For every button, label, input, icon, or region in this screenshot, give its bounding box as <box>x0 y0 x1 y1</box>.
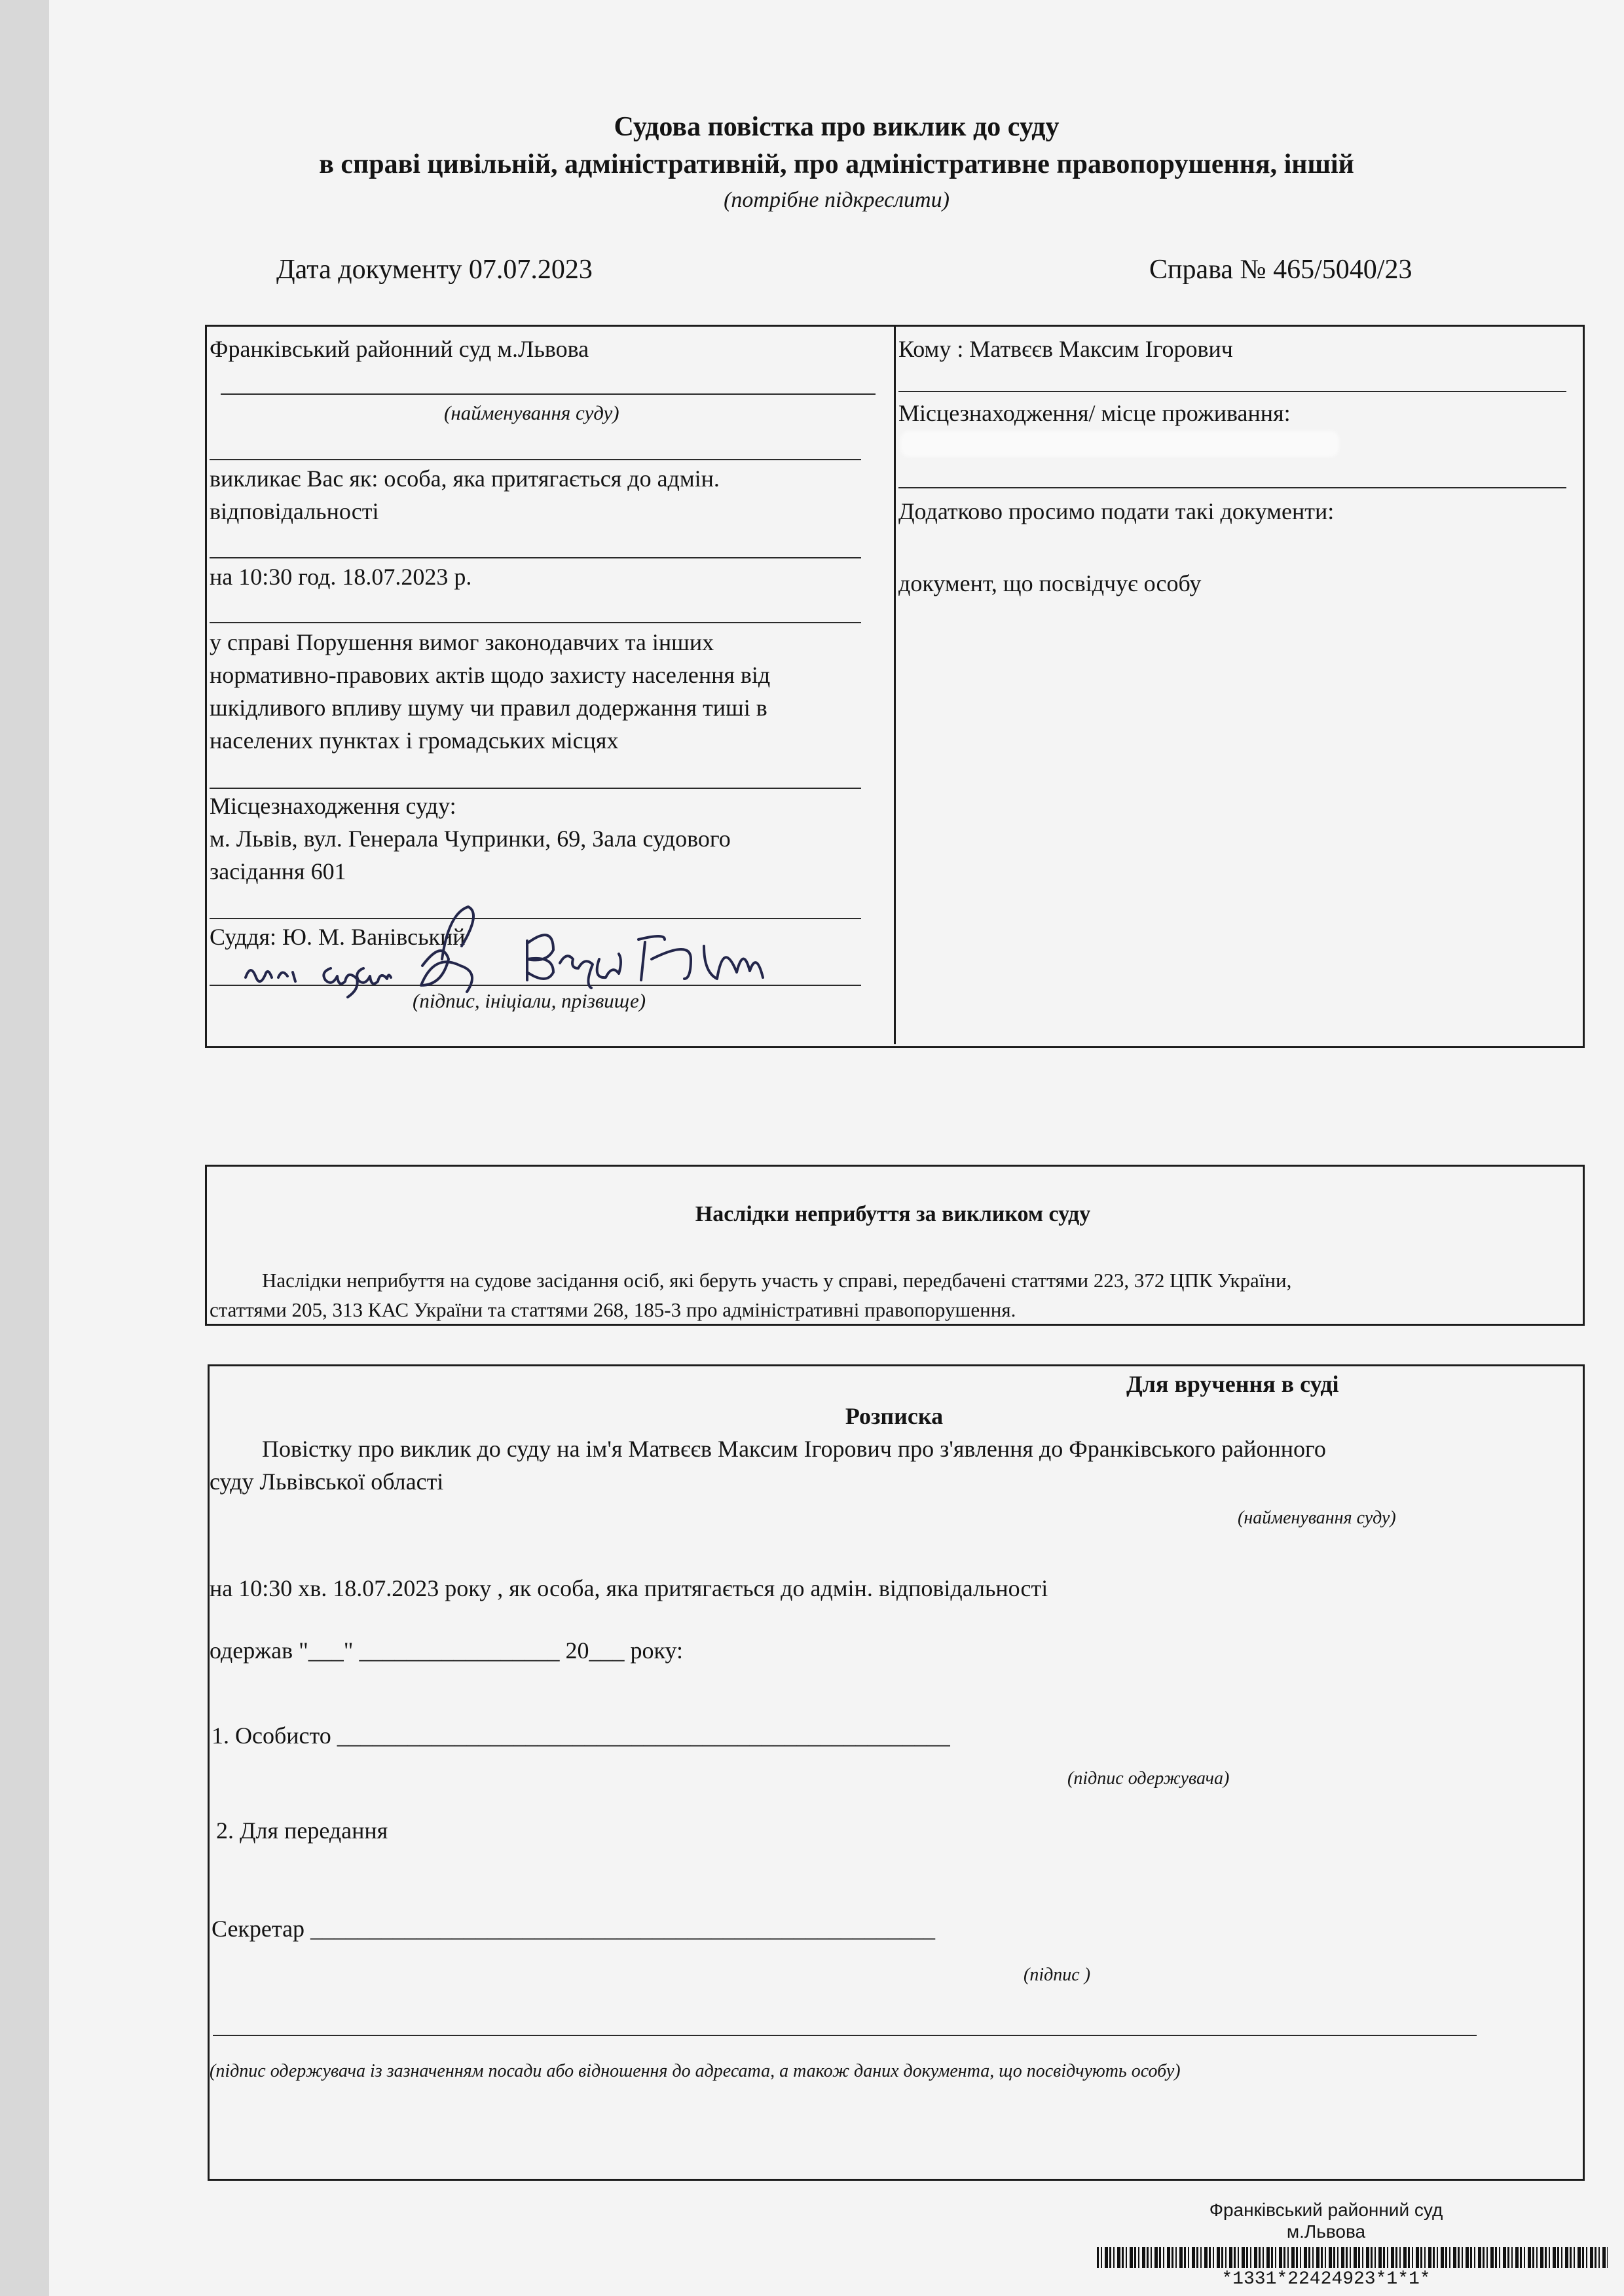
document-note: (потрібне підкреслити) <box>724 188 950 212</box>
receipt-text-1: Повістку про виклик до суду на ім'я Матвєєв Максим Ігорович про з'явлення до Франківського районного <box>262 1436 1326 1462</box>
summons-as-line-1: викликає Вас як: особа, яка притягається до адмін. <box>210 465 720 492</box>
footer-court-1: Франківський районний суд <box>1209 2200 1443 2220</box>
case-description-1: у справі Порушення вимог законодавчих та інших <box>210 629 714 655</box>
personal-line: 1. Особисто ____________________________________________________ <box>212 1722 950 1749</box>
court-name: Франківський районний суд м.Львова <box>210 336 589 362</box>
summons-line <box>210 557 861 558</box>
residence-line <box>898 487 1566 488</box>
case-description-2: нормативно-правових актів щодо захисту населення від <box>210 662 771 688</box>
signature-caption: (підпис, ініціали, прізвище) <box>413 989 646 1012</box>
document-subtitle: в справі цивільній, адміністративній, про адміністративне правопорушення, іншій <box>319 149 1354 179</box>
footer-court-2: м.Львова <box>1286 2221 1366 2242</box>
court-location-1: м. Львів, вул. Генерала Чупринки, 69, Зала судового <box>210 826 731 852</box>
court-location-2: засідання 601 <box>210 858 346 884</box>
barcode <box>1097 2247 1608 2268</box>
footnote-line <box>213 2035 1477 2036</box>
residence-label: Місцезнаходження/ місце проживання: <box>898 400 1291 426</box>
court-caption: (найменування суду) <box>444 401 619 424</box>
judge-name: Суддя: Ю. М. Ванівський <box>210 924 466 950</box>
receipt-text-2: суду Львівської області <box>210 1468 444 1495</box>
receipt-footnote: (підпис одержувача із зазначенням посади або відношення до адресата, а також даних документа, що посвідчують особу) <box>210 2061 1181 2081</box>
handwritten-signature <box>232 900 861 1018</box>
personal-caption: (підпис одержувача) <box>1067 1768 1230 1789</box>
court-location-label: Місцезнаходження суду: <box>210 793 456 819</box>
case-line <box>210 788 861 789</box>
consequences-text-1: Наслідки неприбуття на судове засідання осіб, які беруть участь у справі, передбачені статтями 223, 372 ЦПК України, <box>262 1269 1292 1292</box>
document-date: Дата документу 07.07.2023 <box>276 255 593 285</box>
for-court-label: Для вручення в суді <box>1126 1371 1339 1397</box>
extra-docs: документ, що посвідчує особу <box>898 570 1202 596</box>
recipient: Кому : Матвєєв Максим Ігорович <box>898 336 1233 362</box>
receipt-court-caption: (найменування суду) <box>1238 1508 1396 1528</box>
consequences-title: Наслідки неприбуття за викликом суду <box>695 1202 1091 1226</box>
transfer-line: 2. Для передання <box>216 1817 388 1844</box>
case-number: Справа № 465/5040/23 <box>1149 255 1412 285</box>
summons-divider <box>894 325 896 1044</box>
barcode-text: *1331*22424923*1*1* <box>1221 2269 1431 2289</box>
consequences-text-2: статтями 205, 313 КАС України та статтями 268, 185-3 про адміністративні правопорушення. <box>210 1298 1016 1321</box>
hearing-time: на 10:30 год. 18.07.2023 р. <box>210 564 472 590</box>
court-line-2 <box>210 459 861 460</box>
secretary-caption: (підпис ) <box>1024 1965 1091 1985</box>
time-line <box>210 622 861 623</box>
case-description-4: населених пунктах і громадських місцях <box>210 727 619 754</box>
case-description-3: шкідливого впливу шуму чи правил додержання тиші в <box>210 695 767 721</box>
court-underline <box>221 393 876 395</box>
redacted-address <box>900 431 1339 457</box>
received-line: одержав "___" _________________ 20___ року: <box>210 1637 684 1664</box>
recipient-line <box>898 391 1566 392</box>
receipt-title: Розписка <box>845 1403 944 1429</box>
summons-as-line-2: відповідальності <box>210 498 379 524</box>
receipt-time: на 10:30 хв. 18.07.2023 року , як особа, яка притягається до адмін. відповідальності <box>210 1575 1048 1601</box>
document-title: Судова повістка про виклик до суду <box>614 112 1060 142</box>
extra-docs-label: Додатково просимо подати такі документи: <box>898 498 1335 524</box>
secretary-line: Секретар _____________________________________________________ <box>212 1916 936 1942</box>
summons-page <box>49 0 1624 2296</box>
